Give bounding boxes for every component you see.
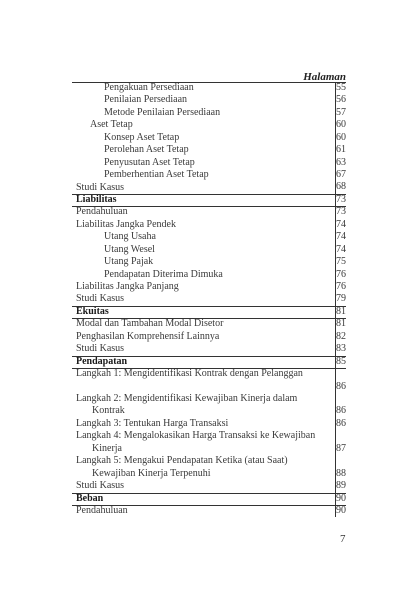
toc-entry-page: 86 [336, 417, 346, 429]
toc-entry [72, 269, 346, 281]
toc-entry-page: 74 [336, 243, 346, 255]
toc-entry-page: 73 [336, 193, 346, 205]
toc-section-heading [72, 306, 346, 318]
toc-entry-page: 73 [336, 206, 346, 218]
toc-entry-title: Studi Kasus [76, 293, 125, 305]
page-column-divider [335, 82, 336, 517]
toc-entry-page: 86 [336, 405, 346, 417]
toc-entry-title: Penilaian Persediaan [104, 94, 188, 106]
toc-entry-title: Liabilitas Jangka Pendek [76, 218, 176, 230]
toc-section-heading [72, 194, 346, 206]
toc-entry-title: Studi Kasus [76, 480, 125, 492]
toc-entry-page: 60 [336, 119, 346, 131]
toc-entry [72, 480, 346, 492]
toc-entry [72, 256, 346, 268]
toc-entry [72, 107, 346, 119]
toc-entry-page: 79 [336, 293, 346, 305]
toc-entry-page: 63 [336, 156, 346, 168]
toc-entry-page: 76 [336, 280, 346, 292]
toc-entry-title: Langkah 2: Mengidentifikasi Kewajiban Kinerja dalam Kontrak [76, 392, 298, 417]
toc-entry [72, 505, 346, 517]
toc-entry-title: Pendahuluan [76, 504, 128, 516]
toc-entry [72, 132, 346, 144]
toc-entry-page: 86 [336, 380, 346, 392]
toc-entry [72, 244, 346, 256]
section-rule [72, 356, 346, 357]
toc-section-heading [72, 356, 346, 368]
toc-section-heading [72, 493, 346, 505]
toc-entry [72, 331, 346, 343]
toc-entry-title: Langkah 1: Mengidentifikasi Kontrak dengan Pelanggan [76, 368, 303, 380]
toc-entry [72, 144, 346, 156]
toc-entry-page: 87 [336, 442, 346, 454]
toc-entry-page: 60 [336, 131, 346, 143]
toc-entry-title: Liabilitas [76, 193, 117, 205]
toc-entry-title: Konsep Aset Tetap [104, 131, 180, 143]
toc-entry-page: 85 [336, 355, 346, 367]
toc-entry-title: Modal dan Tambahan Modal Disetor [76, 318, 224, 330]
toc-entry [72, 455, 346, 480]
section-rule [72, 493, 346, 494]
page-number: 7 [340, 533, 346, 545]
toc-entry-title: Penyusutan Aset Tetap [104, 156, 195, 168]
toc-entry-page: 76 [336, 268, 346, 280]
toc-entry [72, 393, 346, 418]
halaman-header: Halaman [303, 71, 346, 83]
toc-entry-title: Langkah 4: Mengalokasikan Harga Transaksi ke Kewajiban Kinerja [76, 430, 316, 454]
toc-entry [72, 281, 346, 293]
toc-entry [72, 157, 346, 169]
table-of-contents [72, 82, 346, 517]
toc-entry-page: 55 [336, 81, 346, 93]
toc-entry-title: Pendapatan Diterima Dimuka [104, 268, 223, 280]
toc-entry-page: 74 [336, 231, 346, 243]
toc-entry [72, 94, 346, 106]
toc-entry-page: 74 [336, 218, 346, 230]
toc-entry [72, 206, 346, 218]
toc-entry-title: Utang Usaha [104, 231, 156, 243]
toc-entry-title: Studi Kasus [76, 343, 125, 355]
toc-entry [72, 318, 346, 330]
toc-entry-title: Liabilitas Jangka Panjang [76, 281, 179, 292]
toc-entry-title: Pemberhentian Aset Tetap [104, 169, 209, 181]
toc-entry-page: 57 [336, 106, 346, 118]
toc-entry-page: 90 [336, 504, 346, 516]
toc-entry-title: Langkah 3: Tentukan Harga Transaksi [76, 417, 229, 429]
toc-entry [72, 368, 346, 393]
toc-entry [72, 169, 346, 181]
toc-entry-title: Metode Penilaian Persediaan [104, 106, 221, 118]
toc-entry-page: 90 [336, 492, 346, 504]
toc-entry-title: Ekuitas [76, 305, 109, 317]
toc-entry-title: Utang Wesel [104, 243, 155, 255]
toc-entry [72, 219, 346, 231]
toc-entry-page: 56 [336, 94, 346, 106]
toc-entry-page: 81 [336, 318, 346, 330]
toc-entry-title: Langkah 5: Mengakui Pendapatan Ketika (atau Saat) Kewajiban Kinerja Terpenuhi [76, 455, 288, 479]
toc-entry-page: 68 [336, 181, 346, 193]
toc-entry-title: Utang Pajak [104, 256, 154, 268]
toc-entry-title: Beban [76, 492, 104, 504]
section-rule [72, 194, 346, 195]
toc-entry-title: Penghasilan Komprehensif Lainnya [76, 330, 220, 342]
toc-entry-title: Aset Tetap [90, 119, 133, 131]
toc-entry-title: Pendapatan [76, 355, 128, 367]
toc-entry [72, 343, 346, 355]
toc-entry-page: 83 [336, 343, 346, 355]
toc-entry-page: 61 [336, 144, 346, 156]
toc-entry-page: 88 [336, 467, 346, 479]
toc-entry [72, 418, 346, 430]
toc-entry [72, 293, 346, 305]
toc-entry-page: 89 [336, 480, 346, 492]
toc-entry-page: 81 [336, 305, 346, 317]
toc-entry-page: 82 [336, 330, 346, 342]
toc-entry-page: 75 [336, 256, 346, 268]
toc-entry-title: Studi Kasus [76, 181, 125, 193]
section-rule [72, 306, 346, 307]
toc-entry [72, 182, 346, 194]
toc-entry [72, 119, 346, 131]
toc-entry-title: Pendahuluan [76, 206, 128, 218]
toc-entry [72, 231, 346, 243]
toc-entry-title: Pengakuan Persediaan [104, 82, 194, 93]
toc-entry [72, 82, 346, 94]
toc-entry-page: 67 [336, 169, 346, 181]
toc-entry [72, 430, 346, 455]
toc-entry-title: Perolehan Aset Tetap [104, 144, 189, 156]
